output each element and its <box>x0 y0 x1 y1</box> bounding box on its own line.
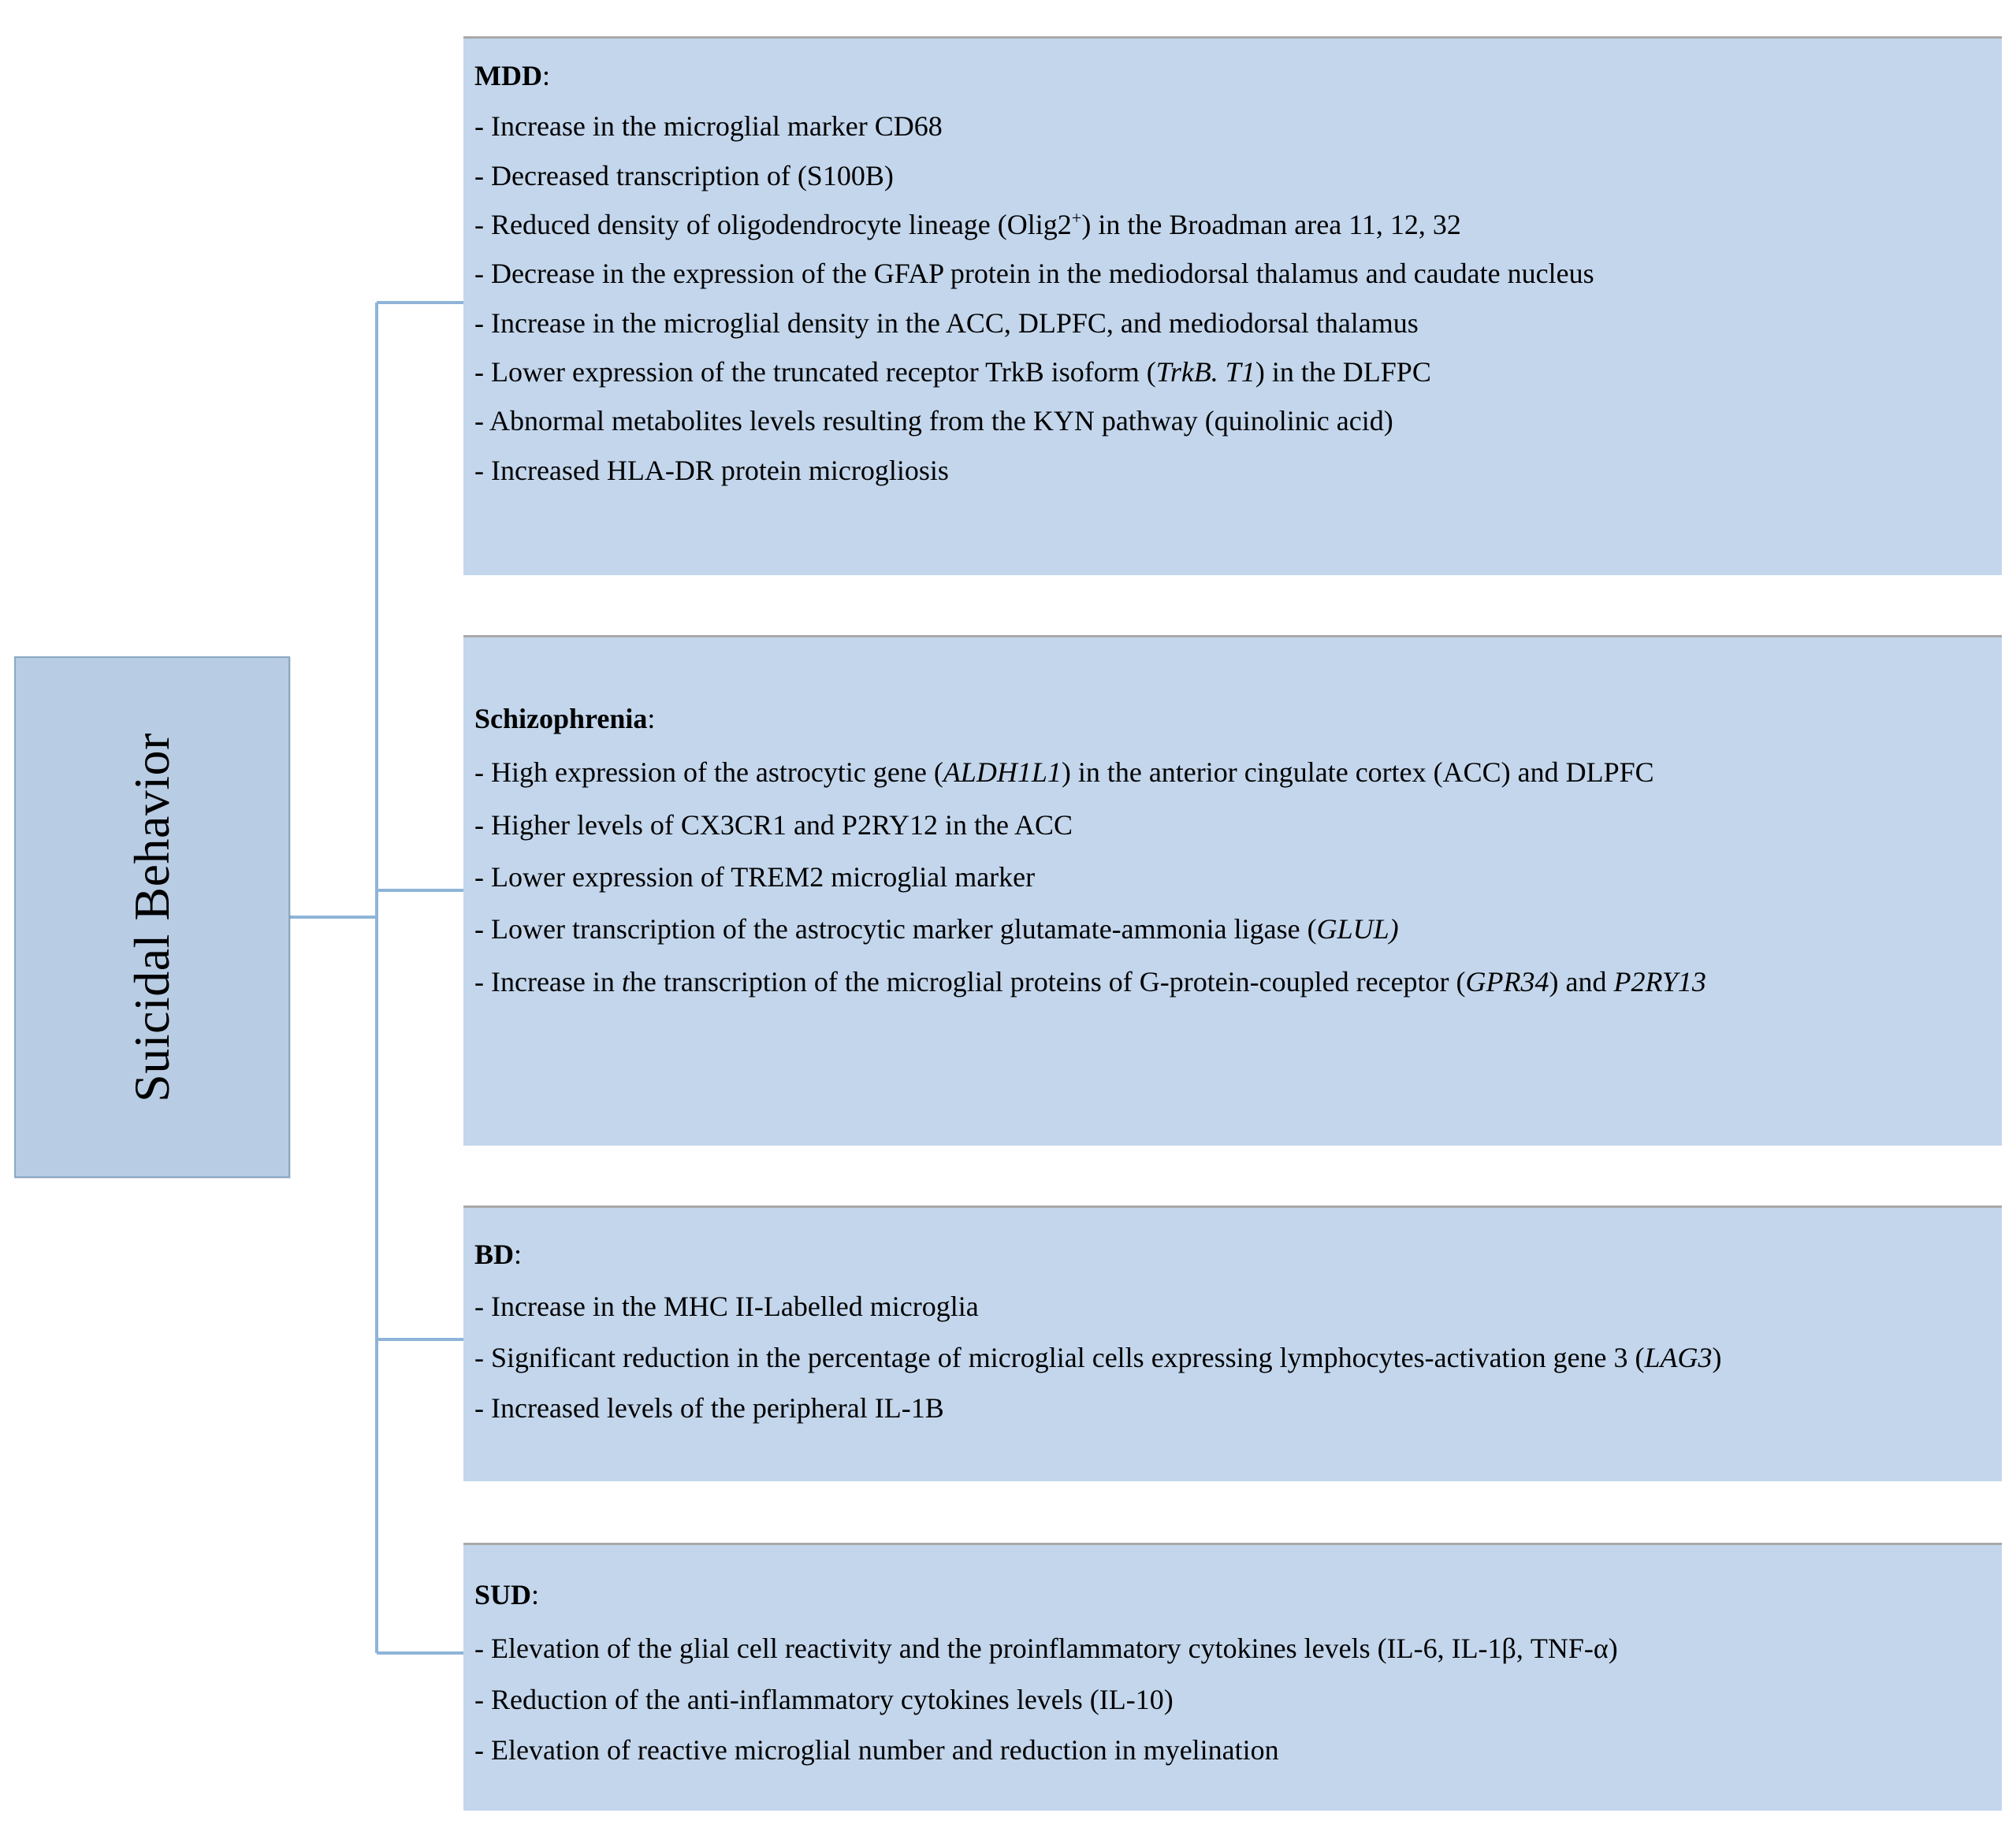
list-item: - Increased HLA-DR protein microgliosis <box>474 454 949 486</box>
category-box-sud[interactable] <box>463 1543 2002 1811</box>
category-title-text-mdd: MDD <box>474 60 542 91</box>
category-box-schizophrenia[interactable] <box>463 635 2002 1146</box>
list-item: - High expression of the astrocytic gene (ALDH1L1) in the anterior cingulate cortex (ACC) and DLPFC <box>474 756 1654 789</box>
list-item: - Decreased transcription of (S100B) <box>474 159 894 191</box>
category-title-text-schizophrenia: Schizophrenia <box>474 703 648 734</box>
category-title-mdd <box>474 53 1991 98</box>
list-item: - Elevation of the glial cell reactivity and the proinflammatory cytokines levels (IL-6, IL-1β, TNF-α) <box>474 1633 1618 1665</box>
list-item: - Elevation of reactive microglial number and reduction in myelination <box>474 1733 1279 1766</box>
list-item: - Significant reduction in the percentage of microglial cells expressing lymphocytes-activation gene 3 (LAG3) <box>474 1341 1722 1373</box>
category-title-text-bd: BD <box>474 1239 515 1270</box>
category-item-list-sud <box>474 1625 1991 1773</box>
list-item: - Increase in the microglial marker CD68 <box>474 110 943 143</box>
list-item: - Decrease in the expression of the GFAP protein in the mediodorsal thalamus and caudate nucleus <box>474 258 1594 290</box>
list-item: - Lower expression of the truncated receptor TrkB isoform (TrkB. T1) in the DLFPC <box>474 355 1431 388</box>
root-node-suicidal-behavior[interactable] <box>14 656 290 1178</box>
category-title-colon-schizophrenia: : <box>647 703 656 734</box>
category-title-colon-bd: : <box>514 1239 523 1270</box>
list-item: - Increase in the transcription of the microglial proteins of G-protein-coupled receptor (GPR34) and P2RY13 <box>474 965 1706 997</box>
list-item: - Reduced density of oligodendrocyte lineage (Olig2+) in the Broadman area 11, 12, 32 <box>474 207 1461 240</box>
root-node-label: Suicidal Behavior <box>124 732 180 1102</box>
list-item: - Higher levels of CX3CR1 and P2RY12 in the ACC <box>474 808 1073 841</box>
list-item: - Increased levels of the peripheral IL-1B <box>474 1391 944 1424</box>
list-item: - Increase in the microglial density in the ACC, DLPFC, and mediodorsal thalamus <box>474 306 1419 339</box>
list-item: - Abnormal metabolites levels resulting from the KYN pathway (quinolinic acid) <box>474 405 1393 437</box>
category-item-list-bd <box>474 1283 1991 1431</box>
list-item: - Reduction of the anti-inflammatory cytokines levels (IL-10) <box>474 1683 1174 1715</box>
list-item: - Lower expression of TREM2 microglial marker <box>474 860 1036 893</box>
category-title-bd <box>474 1231 1991 1277</box>
category-title-text-sud: SUD <box>474 1579 532 1610</box>
category-box-mdd[interactable] <box>463 36 2002 575</box>
category-item-list-schizophrenia <box>474 749 1991 1005</box>
category-title-colon-mdd: : <box>541 60 550 91</box>
list-item: - Increase in the MHC II-Labelled microglia <box>474 1291 979 1323</box>
category-title-sud <box>474 1572 1991 1618</box>
category-title-schizophrenia <box>474 696 1991 741</box>
list-item: - Lower transcription of the astrocytic marker glutamate-ammonia ligase (GLUL) <box>474 913 1399 945</box>
category-item-list-mdd <box>474 103 1991 493</box>
category-title-colon-sud: : <box>531 1579 540 1610</box>
category-box-bd[interactable] <box>463 1205 2002 1481</box>
